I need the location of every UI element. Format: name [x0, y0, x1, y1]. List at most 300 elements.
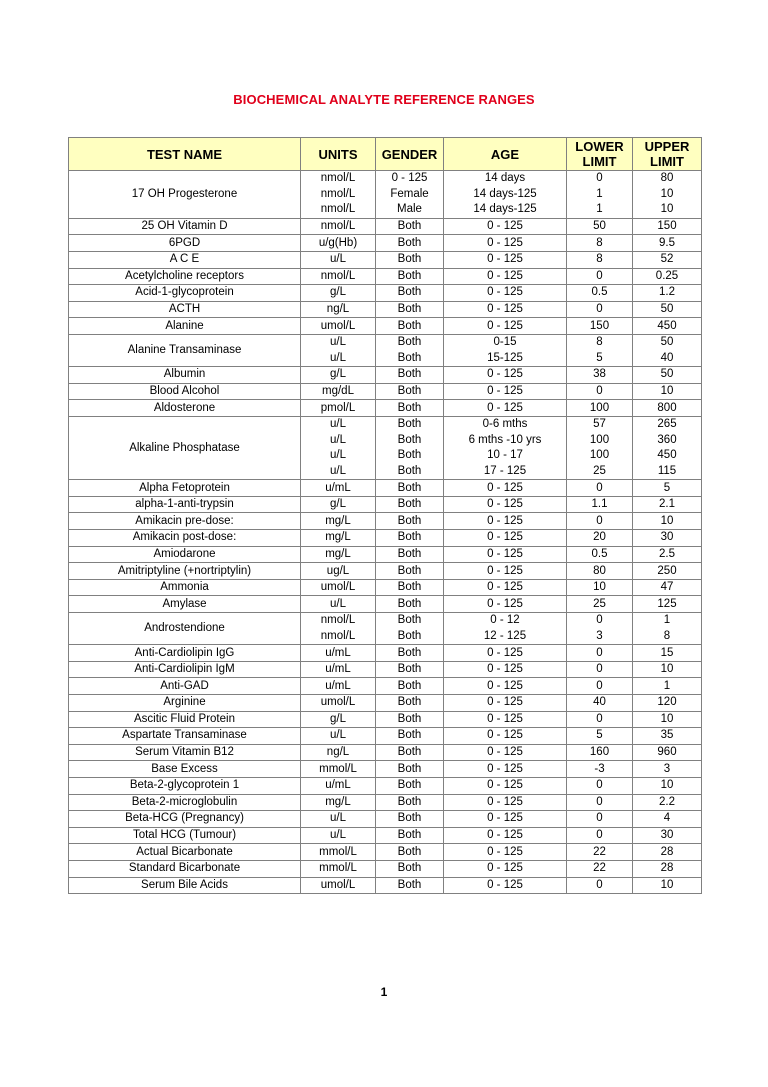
lower-limit-cell: 38 [567, 367, 633, 384]
lower-limit-cell: 22 [567, 860, 633, 877]
lower-limit-cell: 50 [567, 218, 633, 235]
lower-limit-cell: 1 [567, 202, 633, 218]
test-name-cell: 6PGD [69, 235, 301, 252]
units-cell: u/mL [301, 777, 376, 794]
table-row [69, 268, 702, 285]
table-row [69, 416, 702, 432]
units-cell: nmol/L [301, 171, 376, 187]
age-cell: 0 - 125 [444, 794, 567, 811]
age-cell: 0 - 125 [444, 530, 567, 547]
table-row [69, 513, 702, 530]
units-cell: nmol/L [301, 629, 376, 645]
table-row [69, 383, 702, 400]
table-row [69, 711, 702, 728]
test-name-cell: Amikacin post-dose: [69, 530, 301, 547]
table-header [69, 138, 702, 171]
gender-cell: Both [376, 629, 444, 645]
units-cell: u/mL [301, 661, 376, 678]
gender-cell: Both [376, 480, 444, 497]
lower-limit-cell: 0.5 [567, 546, 633, 563]
units-cell: mg/dL [301, 383, 376, 400]
table-row [69, 860, 702, 877]
units-cell: g/L [301, 367, 376, 384]
gender-cell: Female [376, 187, 444, 203]
document-title: BIOCHEMICAL ANALYTE REFERENCE RANGES [233, 92, 535, 107]
test-name-cell: alpha-1-anti-trypsin [69, 496, 301, 513]
units-cell: mmol/L [301, 860, 376, 877]
header-age: AGE [444, 138, 567, 171]
table-row [69, 171, 702, 187]
gender-cell: Both [376, 383, 444, 400]
upper-limit-cell: 10 [633, 661, 702, 678]
gender-cell: Both [376, 844, 444, 861]
units-cell: nmol/L [301, 218, 376, 235]
units-cell: nmol/L [301, 268, 376, 285]
gender-cell: Both [376, 318, 444, 335]
age-cell: 14 days [444, 171, 567, 187]
table-row [69, 400, 702, 417]
test-name-cell: Total HCG (Tumour) [69, 827, 301, 844]
age-cell: 17 - 125 [444, 464, 567, 480]
upper-limit-cell: 265 [633, 416, 702, 432]
table-row [69, 235, 702, 252]
lower-limit-cell: 0.5 [567, 285, 633, 302]
lower-limit-cell: 25 [567, 596, 633, 613]
gender-cell: Both [376, 464, 444, 480]
header-lower-limit [567, 138, 633, 171]
header-units: UNITS [301, 138, 376, 171]
units-cell: umol/L [301, 318, 376, 335]
gender-cell: Both [376, 351, 444, 367]
table-row [69, 285, 702, 302]
test-name-cell: Ammonia [69, 579, 301, 596]
test-name-cell: Serum Bile Acids [69, 877, 301, 894]
upper-limit-cell: 800 [633, 400, 702, 417]
lower-limit-cell: 160 [567, 744, 633, 761]
upper-limit-cell: 115 [633, 464, 702, 480]
units-cell: mg/L [301, 546, 376, 563]
gender-cell: Both [376, 613, 444, 629]
age-cell: 14 days-125 [444, 187, 567, 203]
units-cell: u/L [301, 334, 376, 350]
test-name-cell: Amylase [69, 596, 301, 613]
age-cell: 15-125 [444, 351, 567, 367]
gender-cell: Both [376, 645, 444, 662]
age-cell: 0 - 125 [444, 235, 567, 252]
table-row [69, 695, 702, 712]
header-gender: GENDER [376, 138, 444, 171]
test-name-cell: Standard Bicarbonate [69, 860, 301, 877]
units-cell: umol/L [301, 695, 376, 712]
gender-cell: Both [376, 496, 444, 513]
lower-limit-cell: 0 [567, 711, 633, 728]
lower-limit-cell: 5 [567, 728, 633, 745]
lower-limit-cell: 0 [567, 613, 633, 629]
gender-cell: Both [376, 579, 444, 596]
gender-cell: Both [376, 367, 444, 384]
table-row [69, 613, 702, 629]
age-cell: 0 - 125 [444, 400, 567, 417]
lower-limit-cell: 0 [567, 480, 633, 497]
gender-cell: Both [376, 400, 444, 417]
age-cell: 0 - 125 [444, 761, 567, 778]
units-cell: mg/L [301, 513, 376, 530]
units-cell: umol/L [301, 579, 376, 596]
age-cell: 0 - 125 [444, 579, 567, 596]
table-row [69, 777, 702, 794]
lower-limit-cell: 1.1 [567, 496, 633, 513]
age-cell: 0 - 125 [444, 695, 567, 712]
upper-limit-cell: 40 [633, 351, 702, 367]
age-cell: 0 - 125 [444, 661, 567, 678]
age-cell: 0 - 125 [444, 596, 567, 613]
gender-cell: 0 - 125 [376, 171, 444, 187]
units-cell: ug/L [301, 563, 376, 580]
lower-limit-cell: 0 [567, 827, 633, 844]
gender-cell: Both [376, 695, 444, 712]
upper-limit-cell: 10 [633, 513, 702, 530]
table-row [69, 678, 702, 695]
test-name-cell: 17 OH Progesterone [69, 171, 301, 219]
upper-limit-cell: 80 [633, 171, 702, 187]
test-name-cell: Base Excess [69, 761, 301, 778]
gender-cell: Both [376, 794, 444, 811]
units-cell: u/L [301, 416, 376, 432]
lower-limit-cell: 57 [567, 416, 633, 432]
lower-limit-cell: 0 [567, 678, 633, 695]
units-cell: u/L [301, 811, 376, 828]
upper-limit-cell: 10 [633, 202, 702, 218]
upper-limit-cell: 2.1 [633, 496, 702, 513]
test-name-cell: Anti-GAD [69, 678, 301, 695]
lower-limit-cell: 0 [567, 301, 633, 318]
reference-ranges-table [68, 137, 702, 894]
age-cell: 0 - 125 [444, 678, 567, 695]
test-name-cell: Ascitic Fluid Protein [69, 711, 301, 728]
header-row [69, 138, 702, 171]
age-cell: 0 - 125 [444, 480, 567, 497]
gender-cell: Both [376, 268, 444, 285]
age-cell: 0-6 mths [444, 416, 567, 432]
units-cell: g/L [301, 496, 376, 513]
test-name-cell: Acid-1-glycoprotein [69, 285, 301, 302]
test-name-cell: Acetylcholine receptors [69, 268, 301, 285]
units-cell: nmol/L [301, 613, 376, 629]
lower-limit-cell: 0 [567, 645, 633, 662]
gender-cell: Both [376, 433, 444, 449]
test-name-cell: Actual Bicarbonate [69, 844, 301, 861]
upper-limit-cell: 10 [633, 777, 702, 794]
table-row [69, 318, 702, 335]
age-cell: 0 - 125 [444, 285, 567, 302]
lower-limit-cell: 100 [567, 400, 633, 417]
gender-cell: Both [376, 827, 444, 844]
test-name-cell: Amitriptyline (+nortriptylin) [69, 563, 301, 580]
upper-limit-cell: 47 [633, 579, 702, 596]
test-name-cell: Anti-Cardiolipin IgM [69, 661, 301, 678]
age-cell: 0 - 125 [444, 383, 567, 400]
table-row [69, 480, 702, 497]
gender-cell: Both [376, 546, 444, 563]
gender-cell: Both [376, 678, 444, 695]
upper-limit-cell: 15 [633, 645, 702, 662]
test-name-cell: 25 OH Vitamin D [69, 218, 301, 235]
gender-cell: Both [376, 513, 444, 530]
age-cell: 0 - 125 [444, 844, 567, 861]
units-cell: mmol/L [301, 761, 376, 778]
upper-limit-cell: 1 [633, 678, 702, 695]
lower-limit-cell: 100 [567, 448, 633, 464]
gender-cell: Both [376, 530, 444, 547]
units-cell: g/L [301, 285, 376, 302]
header-upper-limit [633, 138, 702, 171]
units-cell: ng/L [301, 301, 376, 318]
gender-cell: Both [376, 860, 444, 877]
table-row [69, 301, 702, 318]
units-cell: u/L [301, 433, 376, 449]
age-cell: 0 - 125 [444, 827, 567, 844]
lower-limit-cell: 20 [567, 530, 633, 547]
upper-limit-cell: 125 [633, 596, 702, 613]
lower-limit-cell: 0 [567, 811, 633, 828]
lower-limit-cell: 1 [567, 187, 633, 203]
upper-limit-cell: 30 [633, 827, 702, 844]
table-row [69, 877, 702, 894]
upper-limit-cell: 1 [633, 613, 702, 629]
gender-cell: Both [376, 285, 444, 302]
age-cell: 0 - 125 [444, 268, 567, 285]
header-lower-limit-line1: LOWER [575, 139, 624, 154]
test-name-cell: Beta-2-microglobulin [69, 794, 301, 811]
table-row [69, 761, 702, 778]
gender-cell: Both [376, 728, 444, 745]
header-upper-limit-line1: UPPER [644, 139, 690, 154]
table-row [69, 811, 702, 828]
lower-limit-cell: -3 [567, 761, 633, 778]
table-row [69, 827, 702, 844]
table-row [69, 367, 702, 384]
upper-limit-cell: 2.5 [633, 546, 702, 563]
upper-limit-cell: 960 [633, 744, 702, 761]
table-row [69, 563, 702, 580]
table-row [69, 218, 702, 235]
units-cell: ng/L [301, 744, 376, 761]
lower-limit-cell: 0 [567, 794, 633, 811]
upper-limit-cell: 1.2 [633, 285, 702, 302]
gender-cell: Both [376, 251, 444, 268]
table-row [69, 844, 702, 861]
units-cell: u/L [301, 596, 376, 613]
gender-cell: Both [376, 235, 444, 252]
age-cell: 0 - 125 [444, 318, 567, 335]
table-row [69, 596, 702, 613]
age-cell: 0 - 125 [444, 513, 567, 530]
upper-limit-cell: 10 [633, 711, 702, 728]
units-cell: u/mL [301, 645, 376, 662]
units-cell: u/mL [301, 480, 376, 497]
test-name-cell: Androstendione [69, 613, 301, 645]
units-cell: u/mL [301, 678, 376, 695]
gender-cell: Male [376, 202, 444, 218]
header-test-name: TEST NAME [69, 138, 301, 171]
gender-cell: Both [376, 661, 444, 678]
header-upper-limit-line2: LIMIT [650, 154, 684, 169]
test-name-cell: Anti-Cardiolipin IgG [69, 645, 301, 662]
age-cell: 0 - 125 [444, 563, 567, 580]
gender-cell: Both [376, 761, 444, 778]
lower-limit-cell: 0 [567, 877, 633, 894]
lower-limit-cell: 8 [567, 334, 633, 350]
table-row [69, 530, 702, 547]
age-cell: 0 - 125 [444, 811, 567, 828]
units-cell: u/g(Hb) [301, 235, 376, 252]
gender-cell: Both [376, 596, 444, 613]
age-cell: 0 - 125 [444, 777, 567, 794]
units-cell: g/L [301, 711, 376, 728]
age-cell: 0 - 125 [444, 301, 567, 318]
units-cell: mg/L [301, 530, 376, 547]
gender-cell: Both [376, 811, 444, 828]
age-cell: 0 - 125 [444, 728, 567, 745]
gender-cell: Both [376, 877, 444, 894]
age-cell: 0-15 [444, 334, 567, 350]
age-cell: 0 - 125 [444, 877, 567, 894]
lower-limit-cell: 22 [567, 844, 633, 861]
units-cell: nmol/L [301, 187, 376, 203]
upper-limit-cell: 28 [633, 860, 702, 877]
gender-cell: Both [376, 744, 444, 761]
table-row [69, 546, 702, 563]
gender-cell: Both [376, 301, 444, 318]
lower-limit-cell: 25 [567, 464, 633, 480]
lower-limit-cell: 40 [567, 695, 633, 712]
gender-cell: Both [376, 711, 444, 728]
upper-limit-cell: 360 [633, 433, 702, 449]
test-name-cell: Alkaline Phosphatase [69, 416, 301, 479]
upper-limit-cell: 3 [633, 761, 702, 778]
upper-limit-cell: 30 [633, 530, 702, 547]
table-row [69, 744, 702, 761]
units-cell: pmol/L [301, 400, 376, 417]
units-cell: u/L [301, 251, 376, 268]
upper-limit-cell: 120 [633, 695, 702, 712]
age-cell: 0 - 125 [444, 251, 567, 268]
upper-limit-cell: 10 [633, 187, 702, 203]
test-name-cell: Aspartate Transaminase [69, 728, 301, 745]
age-cell: 12 - 125 [444, 629, 567, 645]
test-name-cell: Blood Alcohol [69, 383, 301, 400]
lower-limit-cell: 3 [567, 629, 633, 645]
units-cell: u/L [301, 827, 376, 844]
upper-limit-cell: 52 [633, 251, 702, 268]
age-cell: 0 - 125 [444, 645, 567, 662]
lower-limit-cell: 5 [567, 351, 633, 367]
gender-cell: Both [376, 777, 444, 794]
upper-limit-cell: 4 [633, 811, 702, 828]
test-name-cell: Serum Vitamin B12 [69, 744, 301, 761]
lower-limit-cell: 80 [567, 563, 633, 580]
test-name-cell: Amiodarone [69, 546, 301, 563]
lower-limit-cell: 0 [567, 661, 633, 678]
gender-cell: Both [376, 448, 444, 464]
lower-limit-cell: 8 [567, 235, 633, 252]
gender-cell: Both [376, 218, 444, 235]
units-cell: u/L [301, 728, 376, 745]
table-row [69, 251, 702, 268]
age-cell: 0 - 125 [444, 744, 567, 761]
test-name-cell: Alanine [69, 318, 301, 335]
lower-limit-cell: 10 [567, 579, 633, 596]
lower-limit-cell: 8 [567, 251, 633, 268]
gender-cell: Both [376, 334, 444, 350]
age-cell: 14 days-125 [444, 202, 567, 218]
age-cell: 0 - 125 [444, 367, 567, 384]
lower-limit-cell: 100 [567, 433, 633, 449]
upper-limit-cell: 10 [633, 877, 702, 894]
upper-limit-cell: 28 [633, 844, 702, 861]
table-row [69, 645, 702, 662]
test-name-cell: Alpha Fetoprotein [69, 480, 301, 497]
upper-limit-cell: 250 [633, 563, 702, 580]
test-name-cell: Amikacin pre-dose: [69, 513, 301, 530]
table-row [69, 794, 702, 811]
lower-limit-cell: 0 [567, 777, 633, 794]
upper-limit-cell: 0.25 [633, 268, 702, 285]
upper-limit-cell: 450 [633, 448, 702, 464]
age-cell: 0 - 125 [444, 860, 567, 877]
upper-limit-cell: 2.2 [633, 794, 702, 811]
upper-limit-cell: 5 [633, 480, 702, 497]
age-cell: 0 - 125 [444, 496, 567, 513]
age-cell: 6 mths -10 yrs [444, 433, 567, 449]
lower-limit-cell: 0 [567, 268, 633, 285]
test-name-cell: Arginine [69, 695, 301, 712]
upper-limit-cell: 9.5 [633, 235, 702, 252]
units-cell: u/L [301, 448, 376, 464]
test-name-cell: Beta-2-glycoprotein 1 [69, 777, 301, 794]
table-row [69, 496, 702, 513]
upper-limit-cell: 50 [633, 367, 702, 384]
test-name-cell: Beta-HCG (Pregnancy) [69, 811, 301, 828]
age-cell: 10 - 17 [444, 448, 567, 464]
gender-cell: Both [376, 416, 444, 432]
upper-limit-cell: 50 [633, 334, 702, 350]
table-row [69, 579, 702, 596]
table-body [69, 171, 702, 894]
test-name-cell: A C E [69, 251, 301, 268]
table-row [69, 728, 702, 745]
upper-limit-cell: 50 [633, 301, 702, 318]
upper-limit-cell: 35 [633, 728, 702, 745]
lower-limit-cell: 0 [567, 383, 633, 400]
age-cell: 0 - 12 [444, 613, 567, 629]
units-cell: u/L [301, 351, 376, 367]
upper-limit-cell: 8 [633, 629, 702, 645]
age-cell: 0 - 125 [444, 218, 567, 235]
gender-cell: Both [376, 563, 444, 580]
test-name-cell: Aldosterone [69, 400, 301, 417]
header-lower-limit-line2: LIMIT [582, 154, 617, 169]
test-name-cell: ACTH [69, 301, 301, 318]
test-name-cell: Albumin [69, 367, 301, 384]
age-cell: 0 - 125 [444, 711, 567, 728]
table-row [69, 334, 702, 350]
age-cell: 0 - 125 [444, 546, 567, 563]
upper-limit-cell: 150 [633, 218, 702, 235]
table-row [69, 661, 702, 678]
lower-limit-cell: 0 [567, 171, 633, 187]
test-name-cell: Alanine Transaminase [69, 334, 301, 366]
